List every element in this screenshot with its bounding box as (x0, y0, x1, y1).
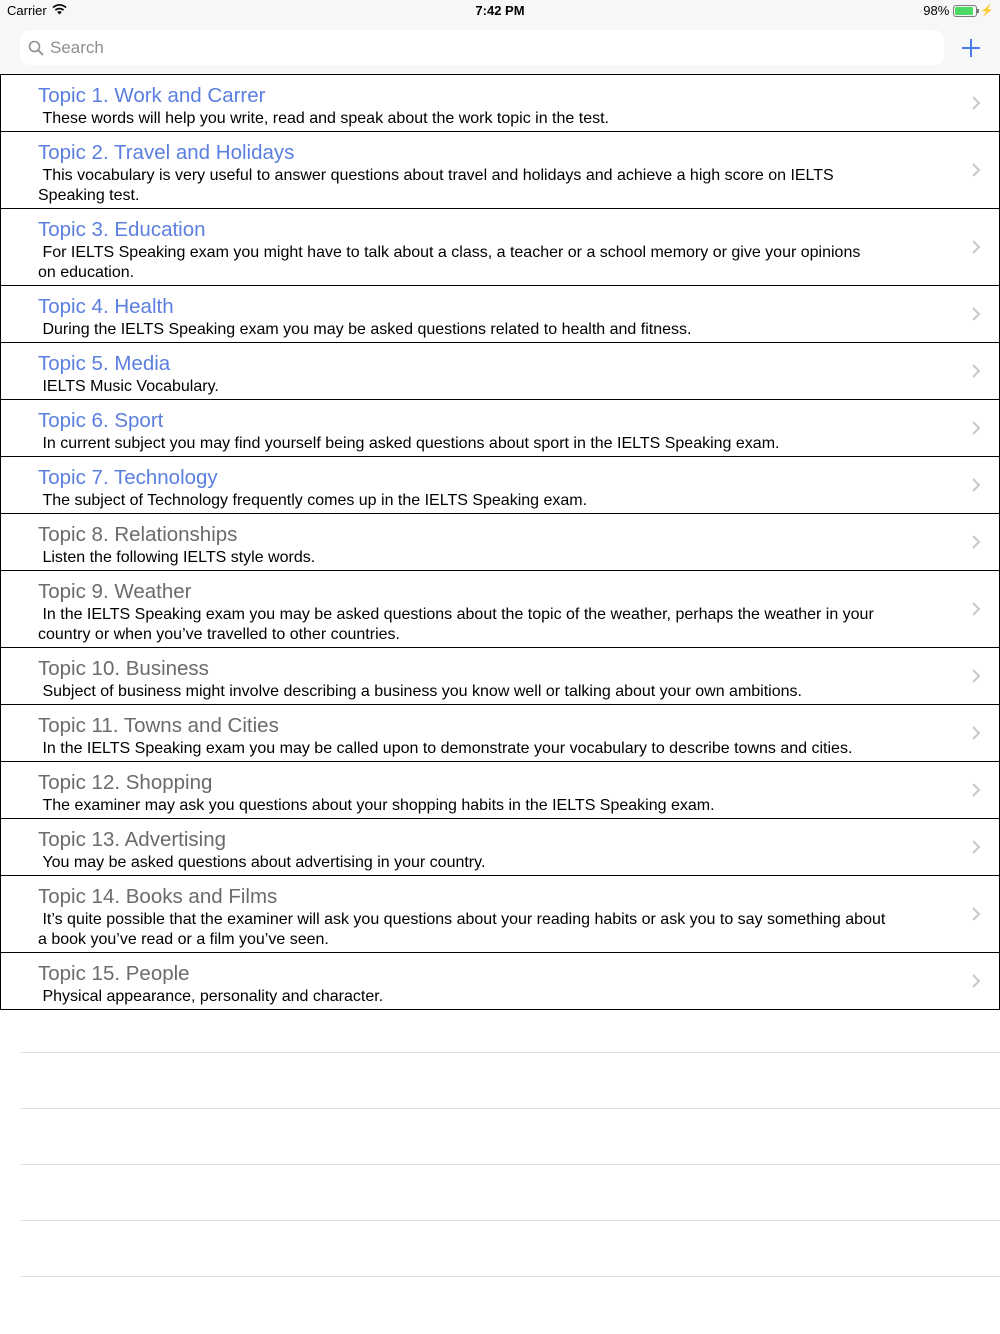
topic-row[interactable] (0, 343, 1000, 400)
topic-title: Topic 14. Books and Films (38, 885, 278, 908)
topic-title: Topic 1. Work and Carrer (38, 84, 266, 107)
topic-description: Listen the following IELTS style words. (38, 549, 316, 566)
topic-description: You may be asked questions about advertising in your country. (38, 854, 486, 871)
charging-icon: ⚡ (980, 5, 994, 17)
add-button[interactable] (955, 32, 987, 64)
chevron-right-icon (971, 668, 981, 684)
topic-description: Subject of business might involve describing a business you know well or talking about your own ambitions. (38, 683, 802, 700)
topic-row[interactable] (0, 74, 1000, 132)
topic-title: Topic 4. Health (38, 295, 174, 318)
topic-title: Topic 5. Media (38, 352, 171, 375)
chevron-right-icon (971, 420, 981, 436)
navigation-bar (0, 22, 1000, 75)
topic-title: Topic 10. Business (38, 657, 209, 680)
topic-description: It’s quite possible that the examiner will ask you questions about your reading habits or ask you to say something about a book you’ve read or a film you’ve seen. (38, 911, 886, 948)
magnifier-icon (28, 40, 44, 56)
chevron-right-icon (971, 239, 981, 255)
topic-description: In the IELTS Speaking exam you may be called upon to demonstrate your vocabulary to describe towns and cities. (38, 740, 853, 757)
chevron-right-icon (971, 782, 981, 798)
battery-status (923, 3, 994, 18)
chevron-right-icon (971, 973, 981, 989)
carrier-label: Carrier (7, 3, 47, 18)
topic-description: Physical appearance, personality and character. (38, 988, 384, 1005)
topic-description: In current subject you may find yourself being asked questions about sport in the IELTS Speaking exam. (38, 435, 780, 452)
topic-row[interactable] (0, 571, 1000, 648)
topic-title: Topic 9. Weather (38, 580, 192, 603)
chevron-right-icon (971, 477, 981, 493)
search-bar[interactable] (20, 30, 944, 65)
chevron-right-icon (971, 906, 981, 922)
topic-description: During the IELTS Speaking exam you may be asked questions related to health and fitness. (38, 321, 692, 338)
battery-percent: 98% (923, 3, 950, 18)
topic-row[interactable] (0, 762, 1000, 819)
topic-row[interactable] (0, 400, 1000, 457)
topic-description: The examiner may ask you questions about your shopping habits in the IELTS Speaking exam. (38, 797, 715, 814)
topic-title: Topic 11. Towns and Cities (38, 714, 279, 737)
plus-icon (955, 32, 987, 64)
topic-row[interactable] (0, 953, 1000, 1010)
chevron-right-icon (971, 95, 981, 111)
topic-title: Topic 2. Travel and Holidays (38, 141, 295, 164)
topic-title: Topic 15. People (38, 962, 190, 985)
status-bar (0, 0, 1000, 22)
topic-title: Topic 3. Education (38, 218, 206, 241)
topic-row[interactable] (0, 819, 1000, 876)
topic-description: This vocabulary is very useful to answer questions about travel and holidays and achieve a high score on IELTS Speaking test. (38, 167, 834, 204)
chevron-right-icon (971, 839, 981, 855)
topic-row[interactable] (0, 648, 1000, 705)
topic-row[interactable] (0, 209, 1000, 286)
topic-title: Topic 8. Relationships (38, 523, 238, 546)
topic-description: The subject of Technology frequently comes up in the IELTS Speaking exam. (38, 492, 588, 509)
topic-row[interactable] (0, 286, 1000, 343)
topic-row[interactable] (0, 132, 1000, 209)
topic-row[interactable] (0, 705, 1000, 762)
topic-list (0, 74, 1000, 1010)
topic-row[interactable] (0, 514, 1000, 571)
topic-description: IELTS Music Vocabulary. (38, 378, 219, 395)
topic-title: Topic 7. Technology (38, 466, 218, 489)
battery-icon (953, 5, 977, 17)
chevron-right-icon (971, 162, 981, 178)
topic-title: Topic 13. Advertising (38, 828, 227, 851)
chevron-right-icon (971, 363, 981, 379)
chevron-right-icon (971, 725, 981, 741)
topic-description: For IELTS Speaking exam you might have to talk about a class, a teacher or a school memory or give your opinions on education. (38, 244, 861, 281)
chevron-right-icon (971, 601, 981, 617)
empty-table-rows (20, 1052, 1000, 1332)
topic-row[interactable] (0, 876, 1000, 953)
chevron-right-icon (971, 306, 981, 322)
chevron-right-icon (971, 534, 981, 550)
topic-description: These words will help you write, read and speak about the work topic in the test. (38, 110, 609, 127)
topic-description: In the IELTS Speaking exam you may be asked questions about the topic of the weather, perhaps the weather in your country or when you’ve travelled to other countries. (38, 606, 874, 643)
search-input[interactable] (48, 37, 932, 59)
topic-title: Topic 6. Sport (38, 409, 164, 432)
topic-row[interactable] (0, 457, 1000, 514)
topic-title: Topic 12. Shopping (38, 771, 213, 794)
clock: 7:42 PM (475, 3, 525, 18)
